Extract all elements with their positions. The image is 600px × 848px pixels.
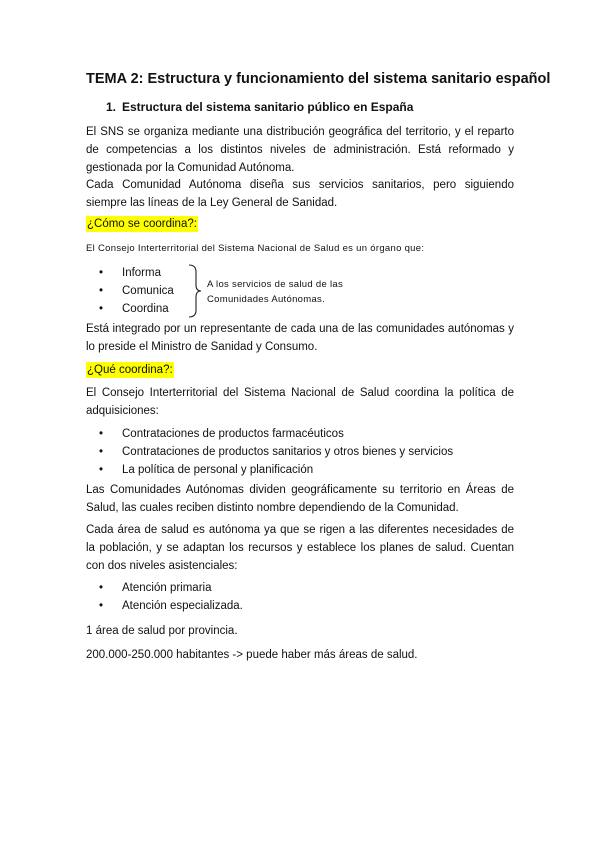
list-item: • Informa xyxy=(86,264,174,282)
brace-note: A los servicios de salud de las Comunidades Autónomas. xyxy=(207,279,344,305)
list-item: • La política de personal y planificación xyxy=(86,461,453,479)
paragraph-adquisiciones: El Consejo Interterritorial del Sistema Nacional de Salud coordina la política de adquisiciones: xyxy=(86,387,514,417)
paragraph-ccaa: Cada Comunidad Autónoma diseña sus servicios sanitarios, pero siguiendo siempre las líneas de la Ley General de Sanidad. xyxy=(86,179,514,209)
curly-brace-icon xyxy=(187,264,203,318)
section-number: 1. xyxy=(106,100,117,114)
bullet-icon: • xyxy=(99,464,104,476)
page-title: TEMA 2: Estructura y funcionamiento del sistema sanitario español xyxy=(86,71,551,87)
bullet-icon: • xyxy=(99,582,104,594)
bullet-icon: • xyxy=(99,267,104,279)
paragraph-habitantes: 200.000-250.000 habitantes -> puede haber más áreas de salud. xyxy=(86,649,418,661)
bullet-icon: • xyxy=(99,600,104,612)
bullet-icon: • xyxy=(99,285,104,297)
list-item: • Atención especializada. xyxy=(86,597,243,615)
paragraph-integrado: Está integrado por un representante de cada una de las comunidades autónomas y lo preside el Ministro de Sanidad y Consumo. xyxy=(86,323,514,353)
list-item: • Coordina xyxy=(86,300,174,318)
question-como-coordina: ¿Cómo se coordina?: xyxy=(87,218,197,230)
question-que-coordina: ¿Qué coordina?: xyxy=(87,364,173,376)
section-title: Estructura del sistema sanitario público en España xyxy=(122,100,414,114)
paragraph-provincia: 1 área de salud por provincia. xyxy=(86,625,238,637)
acquisitions-list xyxy=(86,425,453,479)
bullet-icon: • xyxy=(99,303,104,315)
bullet-icon: • xyxy=(99,446,104,458)
list-item: • Comunica xyxy=(86,282,174,300)
paragraph-area-autonoma: Cada área de salud es autónoma ya que se rigen a las diferentes necesidades de la población, y se adaptan los recursos y establece los planes de salud. Cuentan con dos niveles asistenciales: xyxy=(86,524,514,572)
organ-functions-list xyxy=(86,264,174,318)
care-levels-list xyxy=(86,579,243,615)
paragraph-consejo: El Consejo Interterritorial del Sistema Nacional de Salud es un órgano que: xyxy=(86,243,425,254)
list-item: • Contrataciones de productos farmacéuticos xyxy=(86,425,453,443)
paragraph-sns: El SNS se organiza mediante una distribución geográfica del territorio, y el reparto de competencias a los distintos niveles de administración. Está reformado y gestionada por la Comunidad Autónoma. xyxy=(86,126,514,174)
section-heading xyxy=(106,100,413,114)
paragraph-areas-salud: Las Comunidades Autónomas dividen geográficamente su territorio en Áreas de Salud, las cuales reciben distinto nombre dependiendo de la Comunidad. xyxy=(86,484,514,514)
list-item: • Atención primaria xyxy=(86,579,243,597)
bullet-icon: • xyxy=(99,428,104,440)
list-item: • Contrataciones de productos sanitarios y otros bienes y servicios xyxy=(86,443,453,461)
